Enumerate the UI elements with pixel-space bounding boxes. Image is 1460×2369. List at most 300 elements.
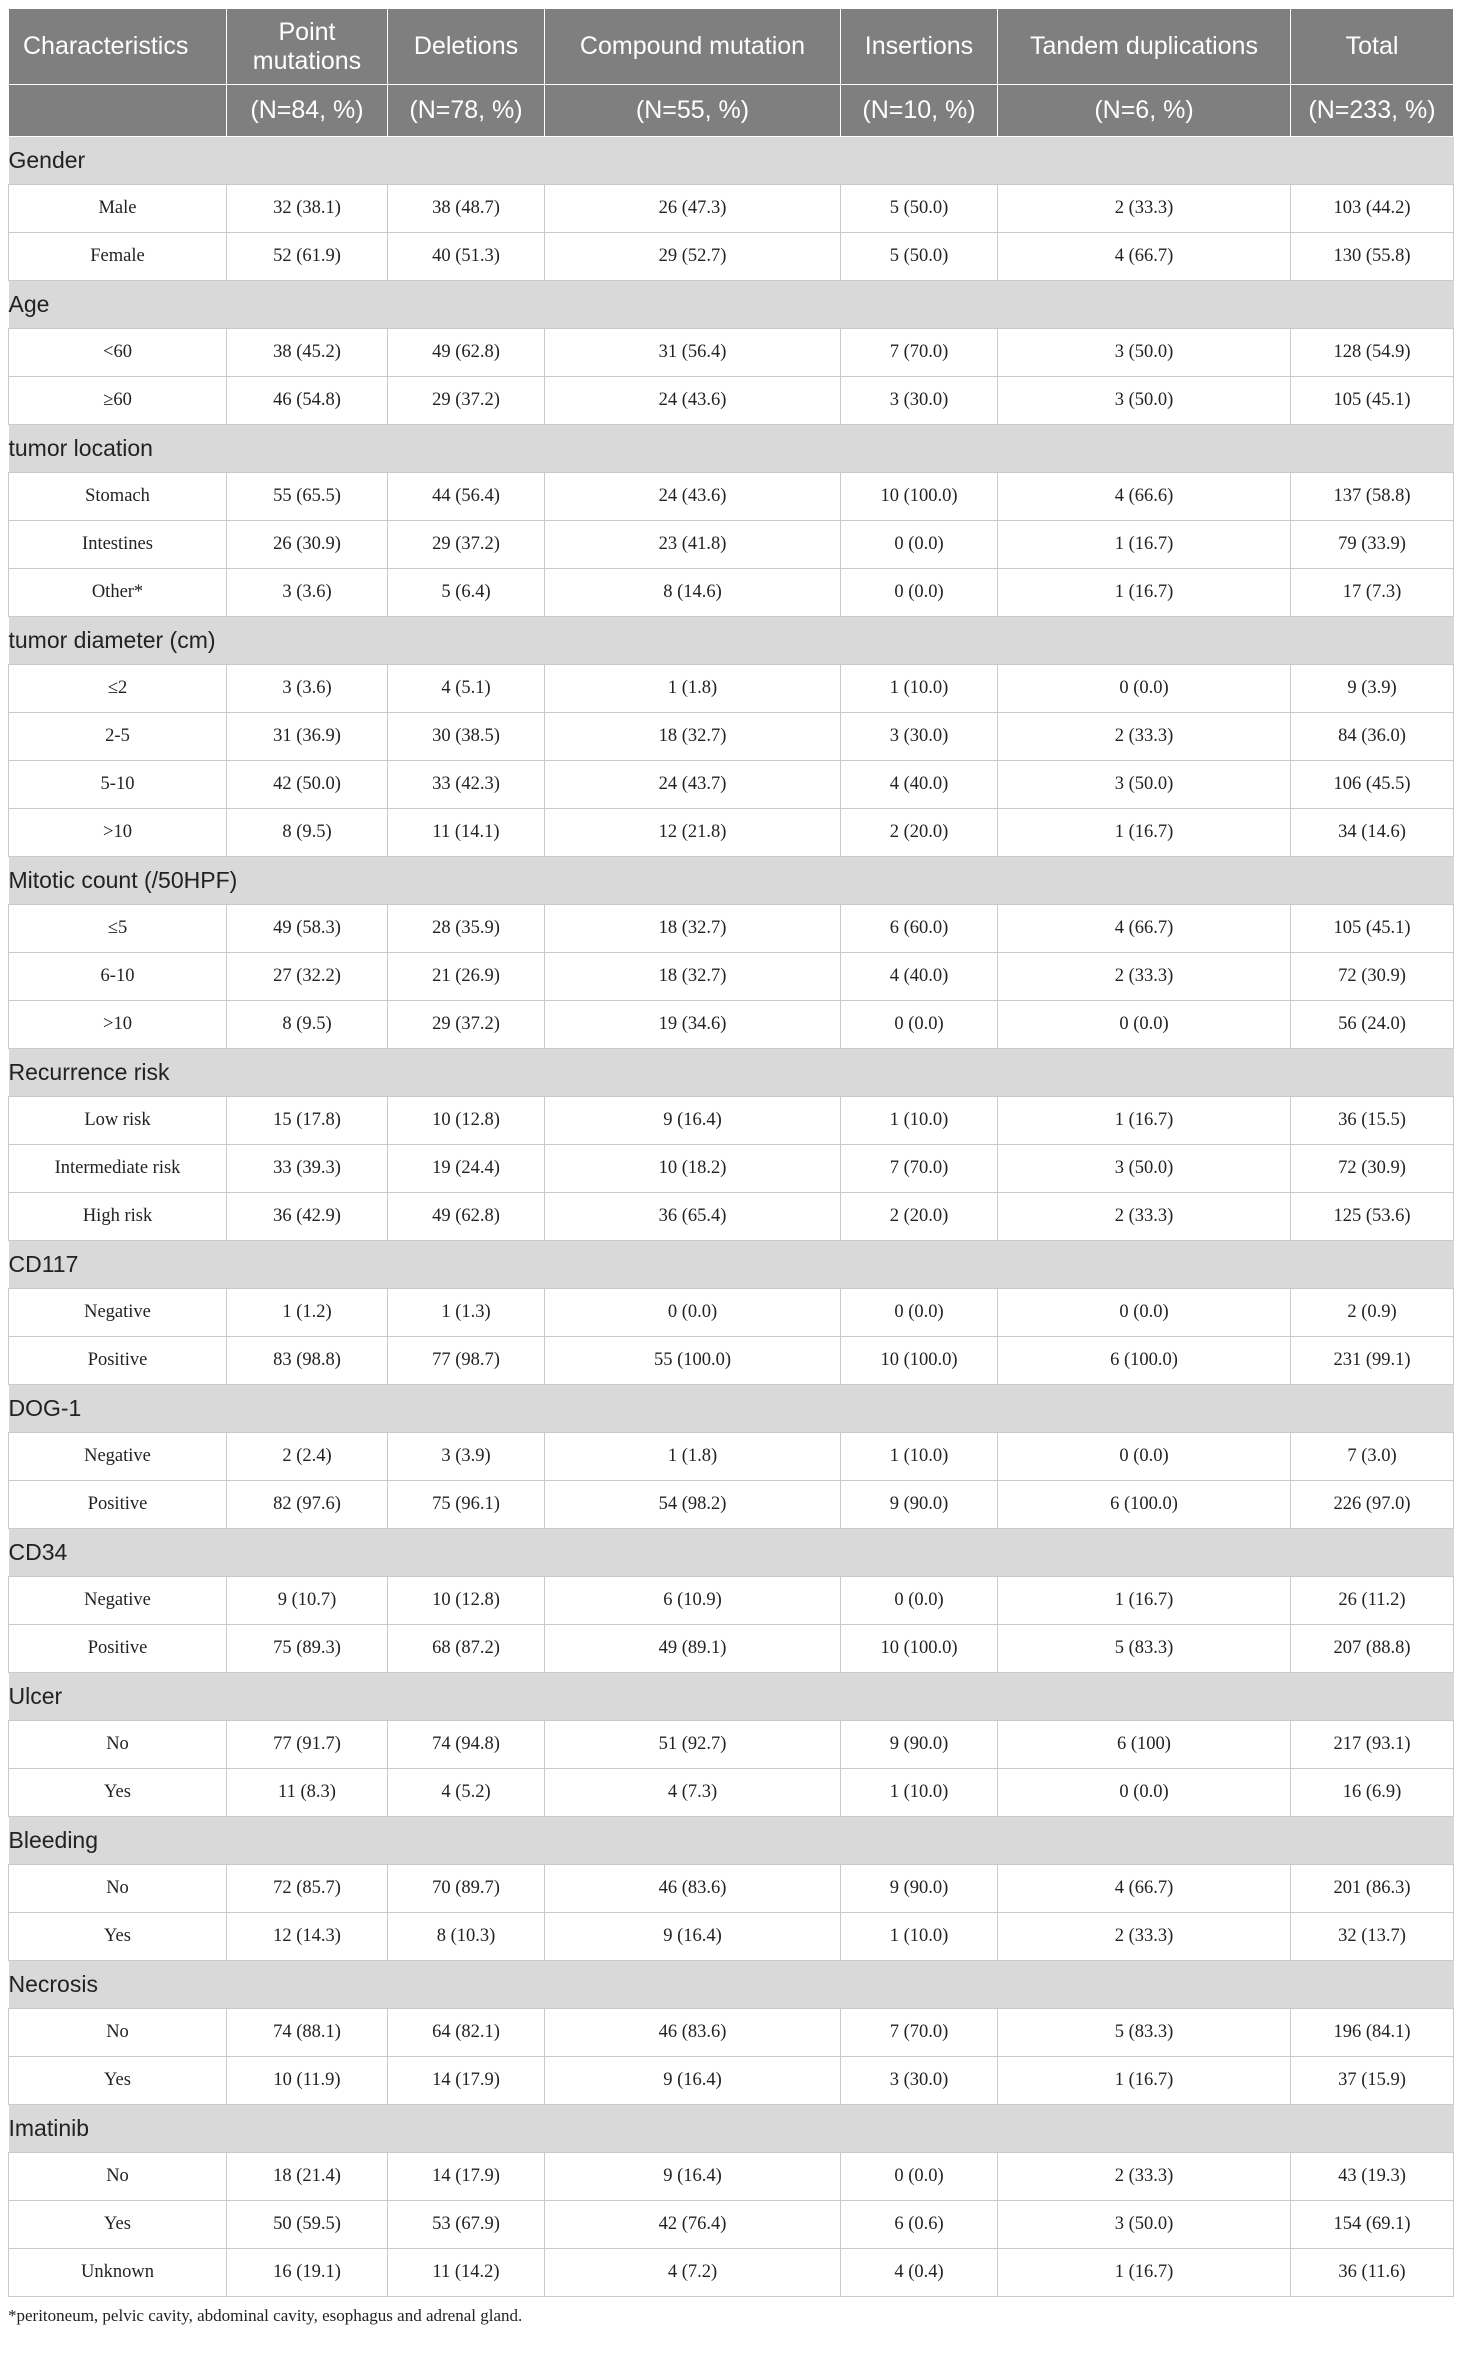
table-cell: 106 (45.5) — [1291, 761, 1454, 809]
column-header: Total — [1291, 9, 1454, 85]
table-cell: 3 (3.9) — [388, 1433, 545, 1481]
section-title: Bleeding — [9, 1817, 1454, 1865]
section-header-row — [9, 2105, 1454, 2153]
section-header-row — [9, 1529, 1454, 1577]
table-row — [9, 713, 1454, 761]
table-row — [9, 569, 1454, 617]
table-cell: 5 (6.4) — [388, 569, 545, 617]
table-cell: 5 (50.0) — [841, 233, 998, 281]
table-cell: 2 (33.3) — [998, 713, 1291, 761]
table-cell: 18 (21.4) — [227, 2153, 388, 2201]
table-cell: 68 (87.2) — [388, 1625, 545, 1673]
table-cell: 29 (37.2) — [388, 377, 545, 425]
table-cell: 43 (19.3) — [1291, 2153, 1454, 2201]
section-title: DOG-1 — [9, 1385, 1454, 1433]
section-header-row — [9, 617, 1454, 665]
table-cell: 15 (17.8) — [227, 1097, 388, 1145]
table-cell: 9 (90.0) — [841, 1721, 998, 1769]
section-header-row — [9, 1673, 1454, 1721]
section-title: CD34 — [9, 1529, 1454, 1577]
table-cell: 2 (33.3) — [998, 1193, 1291, 1241]
row-label-cell: No — [9, 2009, 227, 2057]
section-header-row — [9, 1817, 1454, 1865]
table-container — [8, 8, 1453, 2326]
table-cell: 16 (6.9) — [1291, 1769, 1454, 1817]
table-row — [9, 953, 1454, 1001]
table-cell: 23 (41.8) — [545, 521, 841, 569]
section-title: tumor diameter (cm) — [9, 617, 1454, 665]
table-cell: 1 (1.2) — [227, 1289, 388, 1337]
table-cell: 10 (100.0) — [841, 1337, 998, 1385]
row-label-cell: Other* — [9, 569, 227, 617]
table-cell: 137 (58.8) — [1291, 473, 1454, 521]
table-cell: 1 (10.0) — [841, 665, 998, 713]
table-cell: 9 (3.9) — [1291, 665, 1454, 713]
table-cell: 1 (10.0) — [841, 1433, 998, 1481]
table-cell: 49 (89.1) — [545, 1625, 841, 1673]
column-header: Insertions — [841, 9, 998, 85]
table-cell: 36 (42.9) — [227, 1193, 388, 1241]
table-row — [9, 377, 1454, 425]
table-cell: 29 (37.2) — [388, 521, 545, 569]
table-cell: 8 (10.3) — [388, 1913, 545, 1961]
row-label-cell: Negative — [9, 1433, 227, 1481]
section-header-row — [9, 1961, 1454, 2009]
row-label-cell: High risk — [9, 1193, 227, 1241]
table-row — [9, 329, 1454, 377]
row-label-cell: No — [9, 1865, 227, 1913]
table-cell: 36 (15.5) — [1291, 1097, 1454, 1145]
row-label-cell: Unknown — [9, 2249, 227, 2297]
table-cell: 72 (85.7) — [227, 1865, 388, 1913]
table-cell: 4 (5.2) — [388, 1769, 545, 1817]
table-cell: 18 (32.7) — [545, 953, 841, 1001]
table-cell: 32 (38.1) — [227, 185, 388, 233]
table-cell: 14 (17.9) — [388, 2057, 545, 2105]
table-cell: 17 (7.3) — [1291, 569, 1454, 617]
table-cell: 0 (0.0) — [998, 1433, 1291, 1481]
table-cell: 49 (62.8) — [388, 1193, 545, 1241]
row-label-cell: Yes — [9, 1913, 227, 1961]
table-cell: 9 (90.0) — [841, 1481, 998, 1529]
table-cell: 4 (40.0) — [841, 953, 998, 1001]
table-cell: 72 (30.9) — [1291, 953, 1454, 1001]
table-cell: 0 (0.0) — [841, 1289, 998, 1337]
table-cell: 103 (44.2) — [1291, 185, 1454, 233]
table-cell: 44 (56.4) — [388, 473, 545, 521]
section-header-row — [9, 281, 1454, 329]
table-cell: 0 (0.0) — [998, 1769, 1291, 1817]
table-cell: 56 (24.0) — [1291, 1001, 1454, 1049]
table-cell: 10 (12.8) — [388, 1577, 545, 1625]
table-cell: 1 (1.8) — [545, 665, 841, 713]
table-cell: 2 (33.3) — [998, 1913, 1291, 1961]
section-title: CD117 — [9, 1241, 1454, 1289]
table-cell: 83 (98.8) — [227, 1337, 388, 1385]
row-label-cell: Yes — [9, 2057, 227, 2105]
row-label-cell: Positive — [9, 1481, 227, 1529]
row-label-cell: 2-5 — [9, 713, 227, 761]
table-cell: 2 (20.0) — [841, 1193, 998, 1241]
table-cell: 3 (3.6) — [227, 569, 388, 617]
row-label-cell: Intestines — [9, 521, 227, 569]
table-cell: 9 (16.4) — [545, 1097, 841, 1145]
table-row — [9, 185, 1454, 233]
table-cell: 4 (40.0) — [841, 761, 998, 809]
table-cell: 49 (58.3) — [227, 905, 388, 953]
section-title: Age — [9, 281, 1454, 329]
table-cell: 53 (67.9) — [388, 2201, 545, 2249]
table-cell: 84 (36.0) — [1291, 713, 1454, 761]
section-title: tumor location — [9, 425, 1454, 473]
table-cell: 7 (70.0) — [841, 1145, 998, 1193]
table-cell: 6 (100.0) — [998, 1481, 1291, 1529]
table-cell: 77 (98.7) — [388, 1337, 545, 1385]
table-row — [9, 1769, 1454, 1817]
table-row — [9, 2249, 1454, 2297]
table-cell: 4 (5.1) — [388, 665, 545, 713]
table-cell: 11 (14.1) — [388, 809, 545, 857]
table-cell: 55 (65.5) — [227, 473, 388, 521]
table-cell: 7 (3.0) — [1291, 1433, 1454, 1481]
header-row — [9, 9, 1454, 85]
table-cell: 33 (42.3) — [388, 761, 545, 809]
table-cell: 0 (0.0) — [841, 569, 998, 617]
table-row — [9, 521, 1454, 569]
table-cell: 9 (16.4) — [545, 2153, 841, 2201]
section-header-row — [9, 1241, 1454, 1289]
table-cell: 33 (39.3) — [227, 1145, 388, 1193]
table-cell: 19 (24.4) — [388, 1145, 545, 1193]
row-label-cell: Negative — [9, 1577, 227, 1625]
column-header-text: Point mutations — [252, 17, 362, 75]
table-cell: 4 (66.6) — [998, 473, 1291, 521]
table-cell: 9 (16.4) — [545, 2057, 841, 2105]
table-cell: 3 (3.6) — [227, 665, 388, 713]
table-cell: 3 (50.0) — [998, 1145, 1291, 1193]
row-label-cell: Male — [9, 185, 227, 233]
row-label-cell: ≥60 — [9, 377, 227, 425]
table-cell: 5 (50.0) — [841, 185, 998, 233]
table-cell: 38 (45.2) — [227, 329, 388, 377]
table-row — [9, 473, 1454, 521]
table-cell: 42 (76.4) — [545, 2201, 841, 2249]
table-row — [9, 2201, 1454, 2249]
table-cell: 64 (82.1) — [388, 2009, 545, 2057]
row-label-cell: ≤2 — [9, 665, 227, 713]
table-cell: 4 (0.4) — [841, 2249, 998, 2297]
column-subheader: (N=84, %) — [227, 85, 388, 137]
table-cell: 1 (10.0) — [841, 1097, 998, 1145]
table-cell: 3 (30.0) — [841, 2057, 998, 2105]
table-cell: 10 (11.9) — [227, 2057, 388, 2105]
column-subheader: (N=233, %) — [1291, 85, 1454, 137]
row-label-cell: Yes — [9, 1769, 227, 1817]
table-cell: 24 (43.6) — [545, 377, 841, 425]
table-cell: 34 (14.6) — [1291, 809, 1454, 857]
table-cell: 0 (0.0) — [545, 1289, 841, 1337]
table-cell: 2 (20.0) — [841, 809, 998, 857]
table-cell: 5 (83.3) — [998, 2009, 1291, 2057]
row-label-cell: Yes — [9, 2201, 227, 2249]
table-cell: 6 (10.9) — [545, 1577, 841, 1625]
table-cell: 7 (70.0) — [841, 329, 998, 377]
table-row — [9, 2057, 1454, 2105]
table-cell: 1 (16.7) — [998, 1097, 1291, 1145]
table-cell: 0 (0.0) — [841, 521, 998, 569]
section-header-row — [9, 1385, 1454, 1433]
table-row — [9, 761, 1454, 809]
table-cell: 14 (17.9) — [388, 2153, 545, 2201]
table-cell: 21 (26.9) — [388, 953, 545, 1001]
section-header-row — [9, 1049, 1454, 1097]
table-cell: 75 (96.1) — [388, 1481, 545, 1529]
section-title: Mitotic count (/50HPF) — [9, 857, 1454, 905]
table-cell: 29 (37.2) — [388, 1001, 545, 1049]
table-cell: 36 (65.4) — [545, 1193, 841, 1241]
table-row — [9, 2153, 1454, 2201]
table-cell: 10 (100.0) — [841, 473, 998, 521]
section-header-row — [9, 137, 1454, 185]
column-header: Tandem duplications — [998, 9, 1291, 85]
table-cell: 2 (33.3) — [998, 2153, 1291, 2201]
table-cell: 4 (7.2) — [545, 2249, 841, 2297]
table-cell: 32 (13.7) — [1291, 1913, 1454, 1961]
table-row — [9, 2009, 1454, 2057]
table-cell: 4 (66.7) — [998, 905, 1291, 953]
section-header-row — [9, 425, 1454, 473]
table-cell: 3 (30.0) — [841, 377, 998, 425]
section-title: Gender — [9, 137, 1454, 185]
table-cell: 1 (16.7) — [998, 1577, 1291, 1625]
table-cell: 18 (32.7) — [545, 713, 841, 761]
table-cell: 37 (15.9) — [1291, 2057, 1454, 2105]
table-cell: 29 (52.7) — [545, 233, 841, 281]
table-cell: 16 (19.1) — [227, 2249, 388, 2297]
table-cell: 30 (38.5) — [388, 713, 545, 761]
table-cell: 0 (0.0) — [998, 1289, 1291, 1337]
table-row — [9, 1721, 1454, 1769]
table-footnote: *peritoneum, pelvic cavity, abdominal cavity, esophagus and adrenal gland. — [8, 2306, 523, 2325]
table-cell: 1 (16.7) — [998, 2249, 1291, 2297]
table-cell: 11 (14.2) — [388, 2249, 545, 2297]
table-cell: 4 (7.3) — [545, 1769, 841, 1817]
table-row — [9, 905, 1454, 953]
row-label-cell: >10 — [9, 809, 227, 857]
row-label-cell: Stomach — [9, 473, 227, 521]
table-cell: 1 (1.3) — [388, 1289, 545, 1337]
table-cell: 12 (14.3) — [227, 1913, 388, 1961]
table-cell: 226 (97.0) — [1291, 1481, 1454, 1529]
table-cell: 9 (16.4) — [545, 1913, 841, 1961]
table-cell: 51 (92.7) — [545, 1721, 841, 1769]
table-cell: 10 (100.0) — [841, 1625, 998, 1673]
section-title: Recurrence risk — [9, 1049, 1454, 1097]
table-row — [9, 809, 1454, 857]
characteristics-table — [8, 8, 1454, 2297]
table-cell: 8 (9.5) — [227, 809, 388, 857]
table-cell: 24 (43.6) — [545, 473, 841, 521]
table-cell: 31 (36.9) — [227, 713, 388, 761]
table-cell: 3 (50.0) — [998, 761, 1291, 809]
column-subheader: (N=55, %) — [545, 85, 841, 137]
row-label-cell: No — [9, 2153, 227, 2201]
table-cell: 55 (100.0) — [545, 1337, 841, 1385]
table-cell: 105 (45.1) — [1291, 377, 1454, 425]
table-cell: 70 (89.7) — [388, 1865, 545, 1913]
column-header: Deletions — [388, 9, 545, 85]
table-cell: 3 (50.0) — [998, 329, 1291, 377]
table-cell: 154 (69.1) — [1291, 2201, 1454, 2249]
row-label-cell: 5-10 — [9, 761, 227, 809]
table-cell: 128 (54.9) — [1291, 329, 1454, 377]
table-cell: 26 (30.9) — [227, 521, 388, 569]
table-cell: 7 (70.0) — [841, 2009, 998, 2057]
table-cell: 6 (100.0) — [998, 1337, 1291, 1385]
column-header: Compound mutation — [545, 9, 841, 85]
row-label-cell: <60 — [9, 329, 227, 377]
row-label-cell: ≤5 — [9, 905, 227, 953]
table-cell: 231 (99.1) — [1291, 1337, 1454, 1385]
row-label-cell: Positive — [9, 1625, 227, 1673]
table-cell: 40 (51.3) — [388, 233, 545, 281]
table-cell: 125 (53.6) — [1291, 1193, 1454, 1241]
table-cell: 0 (0.0) — [998, 1001, 1291, 1049]
section-title: Necrosis — [9, 1961, 1454, 2009]
table-cell: 11 (8.3) — [227, 1769, 388, 1817]
table-cell: 0 (0.0) — [841, 2153, 998, 2201]
row-label-cell: >10 — [9, 1001, 227, 1049]
table-cell: 18 (32.7) — [545, 905, 841, 953]
row-label-cell: Female — [9, 233, 227, 281]
table-cell: 9 (90.0) — [841, 1865, 998, 1913]
table-cell: 31 (56.4) — [545, 329, 841, 377]
table-cell: 46 (83.6) — [545, 1865, 841, 1913]
table-cell: 1 (1.8) — [545, 1433, 841, 1481]
row-label-cell: 6-10 — [9, 953, 227, 1001]
table-cell: 10 (12.8) — [388, 1097, 545, 1145]
table-cell: 52 (61.9) — [227, 233, 388, 281]
table-cell: 201 (86.3) — [1291, 1865, 1454, 1913]
table-cell: 38 (48.7) — [388, 185, 545, 233]
table-cell: 36 (11.6) — [1291, 2249, 1454, 2297]
table-cell: 82 (97.6) — [227, 1481, 388, 1529]
table-cell: 2 (0.9) — [1291, 1289, 1454, 1337]
row-label-cell: Low risk — [9, 1097, 227, 1145]
column-subheader: (N=6, %) — [998, 85, 1291, 137]
table-cell: 49 (62.8) — [388, 329, 545, 377]
table-cell: 72 (30.9) — [1291, 1145, 1454, 1193]
table-cell: 105 (45.1) — [1291, 905, 1454, 953]
table-cell: 3 (30.0) — [841, 713, 998, 761]
table-cell: 1 (10.0) — [841, 1769, 998, 1817]
table-cell: 217 (93.1) — [1291, 1721, 1454, 1769]
table-row — [9, 1913, 1454, 1961]
table-cell: 12 (21.8) — [545, 809, 841, 857]
table-cell: 0 (0.0) — [998, 665, 1291, 713]
column-subheader — [9, 85, 227, 137]
table-cell: 8 (9.5) — [227, 1001, 388, 1049]
section-title: Ulcer — [9, 1673, 1454, 1721]
table-cell: 26 (47.3) — [545, 185, 841, 233]
column-header — [227, 9, 388, 85]
table-cell: 1 (16.7) — [998, 2057, 1291, 2105]
table-row — [9, 1001, 1454, 1049]
table-cell: 10 (18.2) — [545, 1145, 841, 1193]
row-label-cell: Positive — [9, 1337, 227, 1385]
table-cell: 46 (83.6) — [545, 2009, 841, 2057]
table-row — [9, 1625, 1454, 1673]
table-cell: 2 (33.3) — [998, 953, 1291, 1001]
table-cell: 19 (34.6) — [545, 1001, 841, 1049]
table-cell: 6 (0.6) — [841, 2201, 998, 2249]
table-cell: 26 (11.2) — [1291, 1577, 1454, 1625]
table-cell: 77 (91.7) — [227, 1721, 388, 1769]
row-label-cell: Intermediate risk — [9, 1145, 227, 1193]
table-cell: 1 (16.7) — [998, 809, 1291, 857]
table-cell: 4 (66.7) — [998, 1865, 1291, 1913]
table-row — [9, 1577, 1454, 1625]
table-cell: 5 (83.3) — [998, 1625, 1291, 1673]
table-row — [9, 1433, 1454, 1481]
table-body — [9, 137, 1454, 2297]
table-row — [9, 1097, 1454, 1145]
table-cell: 2 (33.3) — [998, 185, 1291, 233]
table-row — [9, 1481, 1454, 1529]
table-row — [9, 1289, 1454, 1337]
row-label-cell: Negative — [9, 1289, 227, 1337]
table-row — [9, 1145, 1454, 1193]
column-header: Characteristics — [9, 9, 227, 85]
table-cell: 8 (14.6) — [545, 569, 841, 617]
table-cell: 24 (43.7) — [545, 761, 841, 809]
table-cell: 75 (89.3) — [227, 1625, 388, 1673]
table-cell: 9 (10.7) — [227, 1577, 388, 1625]
table-cell: 42 (50.0) — [227, 761, 388, 809]
table-cell: 54 (98.2) — [545, 1481, 841, 1529]
table-cell: 130 (55.8) — [1291, 233, 1454, 281]
table-cell: 2 (2.4) — [227, 1433, 388, 1481]
table-cell: 0 (0.0) — [841, 1001, 998, 1049]
table-row — [9, 1865, 1454, 1913]
table-cell: 1 (16.7) — [998, 521, 1291, 569]
table-cell: 1 (10.0) — [841, 1913, 998, 1961]
table-row — [9, 1337, 1454, 1385]
table-row — [9, 1193, 1454, 1241]
table-cell: 74 (88.1) — [227, 2009, 388, 2057]
table-cell: 3 (50.0) — [998, 377, 1291, 425]
column-subheader: (N=10, %) — [841, 85, 998, 137]
table-cell: 74 (94.8) — [388, 1721, 545, 1769]
table-cell: 196 (84.1) — [1291, 2009, 1454, 2057]
table-cell: 3 (50.0) — [998, 2201, 1291, 2249]
table-cell: 1 (16.7) — [998, 569, 1291, 617]
table-cell: 79 (33.9) — [1291, 521, 1454, 569]
table-row — [9, 665, 1454, 713]
table-cell: 6 (60.0) — [841, 905, 998, 953]
section-header-row — [9, 857, 1454, 905]
section-title: Imatinib — [9, 2105, 1454, 2153]
table-cell: 27 (32.2) — [227, 953, 388, 1001]
table-cell: 46 (54.8) — [227, 377, 388, 425]
subheader-row — [9, 85, 1454, 137]
table-cell: 207 (88.8) — [1291, 1625, 1454, 1673]
table-cell: 0 (0.0) — [841, 1577, 998, 1625]
row-label-cell: No — [9, 1721, 227, 1769]
table-row — [9, 233, 1454, 281]
table-cell: 6 (100) — [998, 1721, 1291, 1769]
table-cell: 4 (66.7) — [998, 233, 1291, 281]
